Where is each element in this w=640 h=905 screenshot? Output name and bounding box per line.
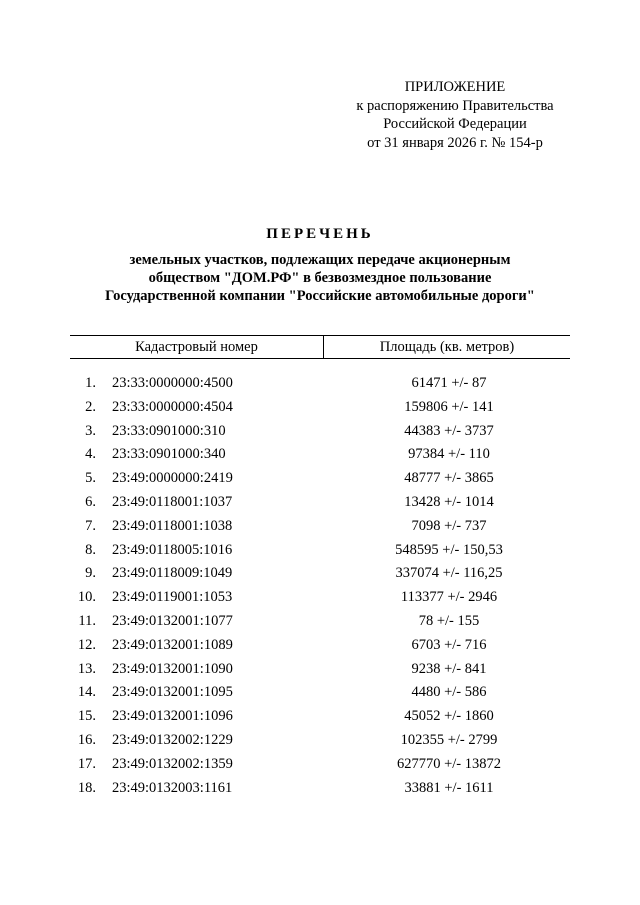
table-row <box>70 467 570 491</box>
row-number: 9. <box>85 565 96 582</box>
table-row <box>70 586 570 610</box>
cadastral-number: 23:49:0132001:1077 <box>112 612 233 629</box>
area-value: 13428 +/- 1014 <box>404 493 494 510</box>
area-value: 548595 +/- 150,53 <box>395 541 503 558</box>
table-row <box>70 539 570 563</box>
row-number: 7. <box>85 517 96 534</box>
appendix-reference: к распоряжению Правительства <box>356 97 554 114</box>
cadastral-number: 23:49:0132001:1089 <box>112 636 233 653</box>
area-value: 4480 +/- 586 <box>411 684 487 701</box>
cadastral-number: 23:49:0132002:1359 <box>112 755 233 772</box>
table-row <box>70 515 570 539</box>
table-row <box>70 705 570 729</box>
cadastral-number: 23:49:0118005:1016 <box>112 541 233 558</box>
cadastral-number: 23:49:0132001:1090 <box>112 660 233 677</box>
row-number: 4. <box>85 446 96 463</box>
table-row <box>70 396 570 420</box>
area-value: 6703 +/- 716 <box>411 636 487 653</box>
appendix-label: ПРИЛОЖЕНИЕ <box>404 79 506 95</box>
row-number: 14. <box>77 684 96 701</box>
column-header-cadastral: Кадастровый номер <box>70 336 324 358</box>
row-number: 11. <box>78 612 96 629</box>
area-value: 33881 +/- 1611 <box>404 779 494 796</box>
area-value: 9238 +/- 841 <box>411 660 487 677</box>
cadastral-number: 23:33:0901000:310 <box>112 422 226 439</box>
row-number: 8. <box>85 541 96 558</box>
table-row <box>70 729 570 753</box>
subtitle-line: обществом "ДОМ.РФ" в безвозмездное пользование <box>148 270 492 286</box>
table-row <box>70 443 570 467</box>
cadastral-number: 23:49:0119001:1053 <box>112 589 233 606</box>
appendix-authority: Российской Федерации <box>383 116 527 132</box>
area-value: 61471 +/- 87 <box>411 375 487 391</box>
area-value: 45052 +/- 1860 <box>404 708 494 725</box>
row-number: 13. <box>77 660 96 677</box>
cadastral-number: 23:49:0132001:1095 <box>112 684 233 701</box>
table-row <box>70 562 570 586</box>
area-value: 627770 +/- 13872 <box>396 755 502 772</box>
cadastral-number: 23:49:0118009:1049 <box>112 565 233 582</box>
table-row <box>70 777 570 801</box>
cadastral-number: 23:33:0000000:4504 <box>112 398 233 415</box>
table-body <box>70 372 570 800</box>
column-header-area: Площадь (кв. метров) <box>379 338 515 355</box>
subtitle-line: Государственной компании "Российские автомобильные дороги" <box>105 288 535 304</box>
table-row <box>70 753 570 777</box>
appendix-date-number: от 31 января 2026 г. № 154-р <box>367 134 543 151</box>
table-header <box>70 335 570 359</box>
area-value: 44383 +/- 3737 <box>404 422 494 439</box>
table-row <box>70 634 570 658</box>
row-number: 3. <box>85 422 96 439</box>
document-title: ПЕРЕЧЕНЬ <box>266 226 374 242</box>
table-row <box>70 681 570 705</box>
area-value: 48777 +/- 3865 <box>404 470 494 487</box>
row-number: 12. <box>77 636 96 653</box>
table-row <box>70 372 570 396</box>
subtitle-line: земельных участков, подлежащих передаче акционерным <box>129 252 511 268</box>
cadastral-number: 23:33:0000000:4500 <box>112 375 233 391</box>
cadastral-number: 23:49:0118001:1037 <box>112 493 233 510</box>
cadastral-number: 23:33:0901000:340 <box>112 446 226 463</box>
table-row <box>70 658 570 682</box>
row-number: 10. <box>77 589 96 606</box>
row-number: 18. <box>77 779 96 796</box>
row-number: 2. <box>85 398 96 415</box>
area-value: 113377 +/- 2946 <box>400 589 498 606</box>
table-row <box>70 491 570 515</box>
area-value: 159806 +/- 141 <box>404 398 494 415</box>
area-value: 102355 +/- 2799 <box>400 731 498 748</box>
appendix-header <box>330 78 580 152</box>
cadastral-number: 23:49:0132001:1096 <box>112 708 233 725</box>
table-row <box>70 420 570 444</box>
area-value: 337074 +/- 116,25 <box>395 565 503 582</box>
row-number: 16. <box>77 731 96 748</box>
cadastral-number: 23:49:0000000:2419 <box>112 470 233 487</box>
cadastral-number: 23:49:0132003:1161 <box>112 779 233 796</box>
row-number: 17. <box>77 755 96 772</box>
cadastral-number: 23:49:0132002:1229 <box>112 731 233 748</box>
row-number: 15. <box>77 708 96 725</box>
row-number: 6. <box>85 493 96 510</box>
document-subtitle <box>40 251 600 305</box>
row-number: 5. <box>85 470 96 487</box>
area-value: 78 +/- 155 <box>418 612 480 629</box>
area-value: 97384 +/- 110 <box>408 446 490 463</box>
area-value: 7098 +/- 737 <box>411 517 487 534</box>
table-row <box>70 610 570 634</box>
cadastral-number: 23:49:0118001:1038 <box>112 517 233 534</box>
row-number: 1. <box>85 375 96 391</box>
